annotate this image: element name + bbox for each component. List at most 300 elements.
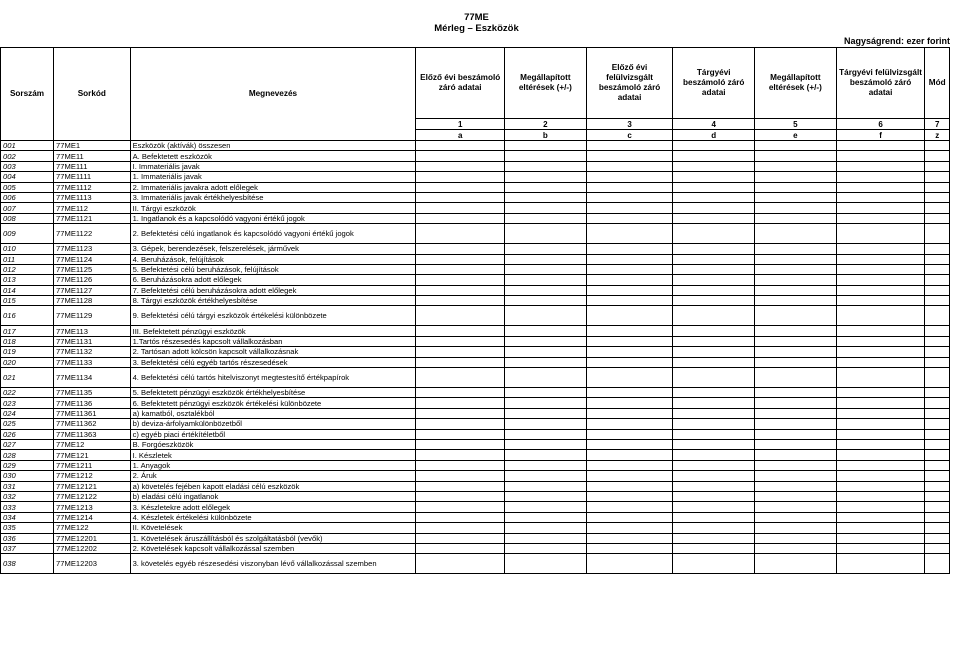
value-cell-col-1[interactable] [416,336,505,346]
value-cell-col-7[interactable] [925,192,950,202]
value-cell-col-6[interactable] [836,306,925,326]
value-cell-col-3[interactable] [586,203,673,213]
value-cell-col-4[interactable] [673,347,755,357]
value-cell-col-1[interactable] [416,554,505,574]
value-cell-col-4[interactable] [673,502,755,512]
value-cell-col-1[interactable] [416,224,505,244]
value-cell-col-3[interactable] [586,224,673,244]
value-cell-col-4[interactable] [673,285,755,295]
value-cell-col-1[interactable] [416,512,505,522]
value-cell-col-2[interactable] [505,347,587,357]
value-cell-col-3[interactable] [586,275,673,285]
value-cell-col-4[interactable] [673,398,755,408]
value-cell-col-1[interactable] [416,543,505,553]
row-sorkod: 77ME1111 [54,172,131,182]
value-cell-col-2[interactable] [505,502,587,512]
value-cell-col-1[interactable] [416,326,505,336]
value-cell-col-2[interactable] [505,336,587,346]
value-cell-col-7[interactable] [925,254,950,264]
value-cell-col-2[interactable] [505,244,587,254]
value-cell-col-7[interactable] [925,419,950,429]
value-cell-col-2[interactable] [505,368,587,388]
value-cell-col-5[interactable] [755,172,837,182]
value-cell-col-4[interactable] [673,523,755,533]
value-cell-col-1[interactable] [416,347,505,357]
value-cell-col-6[interactable] [836,471,925,481]
value-cell-col-1[interactable] [416,151,505,161]
value-cell-col-4[interactable] [673,244,755,254]
value-cell-col-5[interactable] [755,182,837,192]
col-4-header: Tárgyévi beszámoló záró adatai [673,48,755,119]
value-cell-col-4[interactable] [673,203,755,213]
value-cell-col-5[interactable] [755,285,837,295]
value-cell-col-2[interactable] [505,296,587,306]
value-cell-col-4[interactable] [673,554,755,574]
value-cell-col-4[interactable] [673,388,755,398]
value-cell-col-3[interactable] [586,264,673,274]
row-sorszam: 027 [1,439,54,449]
value-cell-col-3[interactable] [586,429,673,439]
row-megnevezes: 1. Ingatlanok és a kapcsolódó vagyoni értékű jogok [130,213,416,223]
value-cell-col-4[interactable] [673,182,755,192]
value-cell-col-5[interactable] [755,439,837,449]
value-cell-col-1[interactable] [416,182,505,192]
value-cell-col-3[interactable] [586,306,673,326]
value-cell-col-6[interactable] [836,460,925,470]
value-cell-col-6[interactable] [836,450,925,460]
value-cell-col-3[interactable] [586,336,673,346]
value-cell-col-2[interactable] [505,543,587,553]
value-cell-col-3[interactable] [586,533,673,543]
value-cell-col-1[interactable] [416,460,505,470]
value-cell-col-5[interactable] [755,306,837,326]
value-cell-col-7[interactable] [925,481,950,491]
row-sorkod: 77ME1127 [54,285,131,295]
value-cell-col-1[interactable] [416,368,505,388]
value-cell-col-2[interactable] [505,408,587,418]
value-cell-col-7[interactable] [925,439,950,449]
value-cell-col-5[interactable] [755,224,837,244]
table-row [1,533,950,543]
value-cell-col-3[interactable] [586,543,673,553]
value-cell-col-1[interactable] [416,450,505,460]
value-cell-col-5[interactable] [755,543,837,553]
value-cell-col-2[interactable] [505,182,587,192]
value-cell-col-4[interactable] [673,192,755,202]
value-cell-col-5[interactable] [755,296,837,306]
value-cell-col-5[interactable] [755,192,837,202]
value-cell-col-2[interactable] [505,306,587,326]
value-cell-col-4[interactable] [673,161,755,171]
value-cell-col-6[interactable] [836,439,925,449]
value-cell-col-3[interactable] [586,368,673,388]
value-cell-col-2[interactable] [505,533,587,543]
value-cell-col-7[interactable] [925,554,950,574]
value-cell-col-6[interactable] [836,419,925,429]
value-cell-col-4[interactable] [673,491,755,501]
value-cell-col-6[interactable] [836,285,925,295]
value-cell-col-7[interactable] [925,296,950,306]
table-row [1,306,950,326]
value-cell-col-6[interactable] [836,254,925,264]
table-row [1,347,950,357]
value-cell-col-6[interactable] [836,357,925,367]
value-cell-col-4[interactable] [673,306,755,326]
value-cell-col-1[interactable] [416,533,505,543]
value-cell-col-1[interactable] [416,388,505,398]
value-cell-col-5[interactable] [755,244,837,254]
value-cell-col-2[interactable] [505,398,587,408]
value-cell-col-3[interactable] [586,254,673,264]
value-cell-col-2[interactable] [505,439,587,449]
value-cell-col-3[interactable] [586,296,673,306]
value-cell-col-4[interactable] [673,141,755,151]
value-cell-col-5[interactable] [755,368,837,388]
value-cell-col-6[interactable] [836,368,925,388]
value-cell-col-3[interactable] [586,141,673,151]
value-cell-col-2[interactable] [505,141,587,151]
value-cell-col-6[interactable] [836,192,925,202]
value-cell-col-4[interactable] [673,450,755,460]
table-row [1,398,950,408]
value-cell-col-5[interactable] [755,388,837,398]
value-cell-col-7[interactable] [925,368,950,388]
value-cell-col-1[interactable] [416,192,505,202]
table-row [1,439,950,449]
value-cell-col-4[interactable] [673,224,755,244]
value-cell-col-4[interactable] [673,172,755,182]
value-cell-col-7[interactable] [925,512,950,522]
value-cell-col-6[interactable] [836,408,925,418]
value-cell-col-4[interactable] [673,481,755,491]
value-cell-col-3[interactable] [586,523,673,533]
col-letter: d [673,130,755,141]
table-row [1,326,950,336]
value-cell-col-3[interactable] [586,481,673,491]
value-cell-col-6[interactable] [836,491,925,501]
value-cell-col-5[interactable] [755,512,837,522]
value-cell-col-7[interactable] [925,429,950,439]
value-cell-col-4[interactable] [673,254,755,264]
value-cell-col-5[interactable] [755,491,837,501]
value-cell-col-4[interactable] [673,326,755,336]
value-cell-col-1[interactable] [416,264,505,274]
value-cell-col-1[interactable] [416,306,505,326]
value-cell-col-6[interactable] [836,543,925,553]
value-cell-col-7[interactable] [925,151,950,161]
value-cell-col-7[interactable] [925,182,950,192]
value-cell-col-1[interactable] [416,357,505,367]
value-cell-col-1[interactable] [416,161,505,171]
value-cell-col-6[interactable] [836,347,925,357]
value-cell-col-3[interactable] [586,554,673,574]
row-sorszam: 010 [1,244,54,254]
value-cell-col-7[interactable] [925,460,950,470]
value-cell-col-1[interactable] [416,275,505,285]
value-cell-col-4[interactable] [673,439,755,449]
value-cell-col-2[interactable] [505,357,587,367]
value-cell-col-5[interactable] [755,533,837,543]
value-cell-col-4[interactable] [673,512,755,522]
value-cell-col-6[interactable] [836,203,925,213]
value-cell-col-1[interactable] [416,439,505,449]
value-cell-col-7[interactable] [925,213,950,223]
value-cell-col-4[interactable] [673,533,755,543]
value-cell-col-7[interactable] [925,523,950,533]
value-cell-col-6[interactable] [836,326,925,336]
value-cell-col-3[interactable] [586,419,673,429]
row-megnevezes: 1.Tartós részesedés kapcsolt vállalkozásban [130,336,416,346]
value-cell-col-3[interactable] [586,172,673,182]
value-cell-col-7[interactable] [925,244,950,254]
value-cell-col-3[interactable] [586,471,673,481]
value-cell-col-3[interactable] [586,450,673,460]
table-row [1,244,950,254]
value-cell-col-7[interactable] [925,161,950,171]
value-cell-col-4[interactable] [673,264,755,274]
value-cell-col-6[interactable] [836,296,925,306]
value-cell-col-2[interactable] [505,388,587,398]
value-cell-col-7[interactable] [925,491,950,501]
value-cell-col-7[interactable] [925,533,950,543]
value-cell-col-5[interactable] [755,275,837,285]
value-cell-col-1[interactable] [416,285,505,295]
value-cell-col-2[interactable] [505,481,587,491]
value-cell-col-7[interactable] [925,336,950,346]
value-cell-col-3[interactable] [586,326,673,336]
value-cell-col-3[interactable] [586,512,673,522]
value-cell-col-3[interactable] [586,192,673,202]
value-cell-col-3[interactable] [586,439,673,449]
value-cell-col-4[interactable] [673,408,755,418]
value-cell-col-7[interactable] [925,450,950,460]
value-cell-col-1[interactable] [416,491,505,501]
value-cell-col-6[interactable] [836,151,925,161]
value-cell-col-1[interactable] [416,172,505,182]
value-cell-col-4[interactable] [673,471,755,481]
value-cell-col-5[interactable] [755,460,837,470]
value-cell-col-5[interactable] [755,254,837,264]
row-sorkod: 77ME1126 [54,275,131,285]
value-cell-col-5[interactable] [755,408,837,418]
value-cell-col-3[interactable] [586,151,673,161]
value-cell-col-5[interactable] [755,161,837,171]
value-cell-col-7[interactable] [925,264,950,274]
value-cell-col-2[interactable] [505,491,587,501]
value-cell-col-4[interactable] [673,460,755,470]
value-cell-col-6[interactable] [836,554,925,574]
value-cell-col-6[interactable] [836,172,925,182]
value-cell-col-7[interactable] [925,347,950,357]
value-cell-col-3[interactable] [586,161,673,171]
value-cell-col-3[interactable] [586,182,673,192]
value-cell-col-1[interactable] [416,296,505,306]
value-cell-col-5[interactable] [755,481,837,491]
value-cell-col-6[interactable] [836,398,925,408]
value-cell-col-1[interactable] [416,523,505,533]
value-cell-col-1[interactable] [416,481,505,491]
value-cell-col-4[interactable] [673,336,755,346]
value-cell-col-7[interactable] [925,471,950,481]
value-cell-col-7[interactable] [925,408,950,418]
value-cell-col-6[interactable] [836,161,925,171]
col-number: 4 [673,119,755,130]
value-cell-col-3[interactable] [586,357,673,367]
col-1-header: Előző évi beszámoló záró adatai [416,48,505,119]
value-cell-col-1[interactable] [416,471,505,481]
value-cell-col-3[interactable] [586,398,673,408]
value-cell-col-4[interactable] [673,429,755,439]
value-cell-col-4[interactable] [673,543,755,553]
value-cell-col-5[interactable] [755,429,837,439]
value-cell-col-3[interactable] [586,347,673,357]
value-cell-col-4[interactable] [673,419,755,429]
value-cell-col-7[interactable] [925,141,950,151]
value-cell-col-1[interactable] [416,141,505,151]
value-cell-col-2[interactable] [505,275,587,285]
row-megnevezes: II. Követelések [130,523,416,533]
value-cell-col-6[interactable] [836,336,925,346]
value-cell-col-3[interactable] [586,244,673,254]
value-cell-col-6[interactable] [836,523,925,533]
col-7-header: Mód [925,48,950,119]
value-cell-col-2[interactable] [505,285,587,295]
value-cell-col-7[interactable] [925,203,950,213]
value-cell-col-5[interactable] [755,471,837,481]
value-cell-col-1[interactable] [416,502,505,512]
value-cell-col-7[interactable] [925,326,950,336]
value-cell-col-6[interactable] [836,182,925,192]
value-cell-col-5[interactable] [755,523,837,533]
value-cell-col-2[interactable] [505,429,587,439]
value-cell-col-7[interactable] [925,357,950,367]
value-cell-col-2[interactable] [505,254,587,264]
value-cell-col-5[interactable] [755,398,837,408]
value-cell-col-5[interactable] [755,151,837,161]
value-cell-col-2[interactable] [505,471,587,481]
value-cell-col-5[interactable] [755,450,837,460]
row-sorszam: 037 [1,543,54,553]
value-cell-col-4[interactable] [673,275,755,285]
value-cell-col-1[interactable] [416,244,505,254]
row-megnevezes: 3. Gépek, berendezések, felszerelések, járművek [130,244,416,254]
value-cell-col-1[interactable] [416,203,505,213]
value-cell-col-6[interactable] [836,512,925,522]
value-cell-col-4[interactable] [673,213,755,223]
value-cell-col-2[interactable] [505,161,587,171]
value-cell-col-2[interactable] [505,523,587,533]
value-cell-col-6[interactable] [836,429,925,439]
value-cell-col-7[interactable] [925,543,950,553]
value-cell-col-5[interactable] [755,336,837,346]
value-cell-col-4[interactable] [673,357,755,367]
row-sorszam: 035 [1,523,54,533]
value-cell-col-6[interactable] [836,224,925,244]
value-cell-col-7[interactable] [925,172,950,182]
value-cell-col-2[interactable] [505,460,587,470]
col-letter: z [925,130,950,141]
value-cell-col-2[interactable] [505,213,587,223]
value-cell-col-2[interactable] [505,172,587,182]
value-cell-col-5[interactable] [755,347,837,357]
value-cell-col-2[interactable] [505,192,587,202]
value-cell-col-2[interactable] [505,419,587,429]
value-cell-col-3[interactable] [586,285,673,295]
value-cell-col-1[interactable] [416,213,505,223]
value-cell-col-7[interactable] [925,285,950,295]
row-sorszam: 026 [1,429,54,439]
value-cell-col-1[interactable] [416,398,505,408]
value-cell-col-2[interactable] [505,203,587,213]
value-cell-col-3[interactable] [586,408,673,418]
value-cell-col-2[interactable] [505,264,587,274]
value-cell-col-3[interactable] [586,491,673,501]
table-row [1,491,950,501]
value-cell-col-2[interactable] [505,554,587,574]
table-body [1,141,950,574]
value-cell-col-5[interactable] [755,419,837,429]
value-cell-col-3[interactable] [586,502,673,512]
row-megnevezes: 9. Befektetési célú tárgyi eszközök értékelési különbözete [130,306,416,326]
value-cell-col-6[interactable] [836,533,925,543]
value-cell-col-6[interactable] [836,275,925,285]
value-cell-col-7[interactable] [925,502,950,512]
value-cell-col-7[interactable] [925,224,950,244]
value-cell-col-2[interactable] [505,450,587,460]
row-megnevezes: b) deviza-árfolyamkülönbözetből [130,419,416,429]
value-cell-col-5[interactable] [755,213,837,223]
value-cell-col-5[interactable] [755,502,837,512]
value-cell-col-7[interactable] [925,275,950,285]
value-cell-col-6[interactable] [836,244,925,254]
value-cell-col-7[interactable] [925,306,950,326]
value-cell-col-2[interactable] [505,512,587,522]
value-cell-col-6[interactable] [836,141,925,151]
value-cell-col-6[interactable] [836,388,925,398]
value-cell-col-6[interactable] [836,264,925,274]
value-cell-col-1[interactable] [416,408,505,418]
value-cell-col-3[interactable] [586,213,673,223]
row-megnevezes: A. Befektetett eszközök [130,151,416,161]
value-cell-col-4[interactable] [673,368,755,388]
value-cell-col-2[interactable] [505,151,587,161]
value-cell-col-4[interactable] [673,151,755,161]
value-cell-col-2[interactable] [505,326,587,336]
value-cell-col-1[interactable] [416,429,505,439]
value-cell-col-3[interactable] [586,388,673,398]
value-cell-col-3[interactable] [586,460,673,470]
value-cell-col-2[interactable] [505,224,587,244]
value-cell-col-1[interactable] [416,419,505,429]
value-cell-col-6[interactable] [836,481,925,491]
row-sorkod: 77ME1211 [54,460,131,470]
value-cell-col-5[interactable] [755,141,837,151]
value-cell-col-5[interactable] [755,554,837,574]
value-cell-col-6[interactable] [836,502,925,512]
value-cell-col-6[interactable] [836,213,925,223]
value-cell-col-5[interactable] [755,203,837,213]
row-sorszam: 007 [1,203,54,213]
value-cell-col-5[interactable] [755,357,837,367]
row-megnevezes: III. Befektetett pénzügyi eszközök [130,326,416,336]
value-cell-col-4[interactable] [673,296,755,306]
row-megnevezes: 3. Befektetési célú egyéb tartós részesedések [130,357,416,367]
value-cell-col-1[interactable] [416,254,505,264]
value-cell-col-5[interactable] [755,264,837,274]
value-cell-col-7[interactable] [925,398,950,408]
value-cell-col-5[interactable] [755,326,837,336]
value-cell-col-7[interactable] [925,388,950,398]
